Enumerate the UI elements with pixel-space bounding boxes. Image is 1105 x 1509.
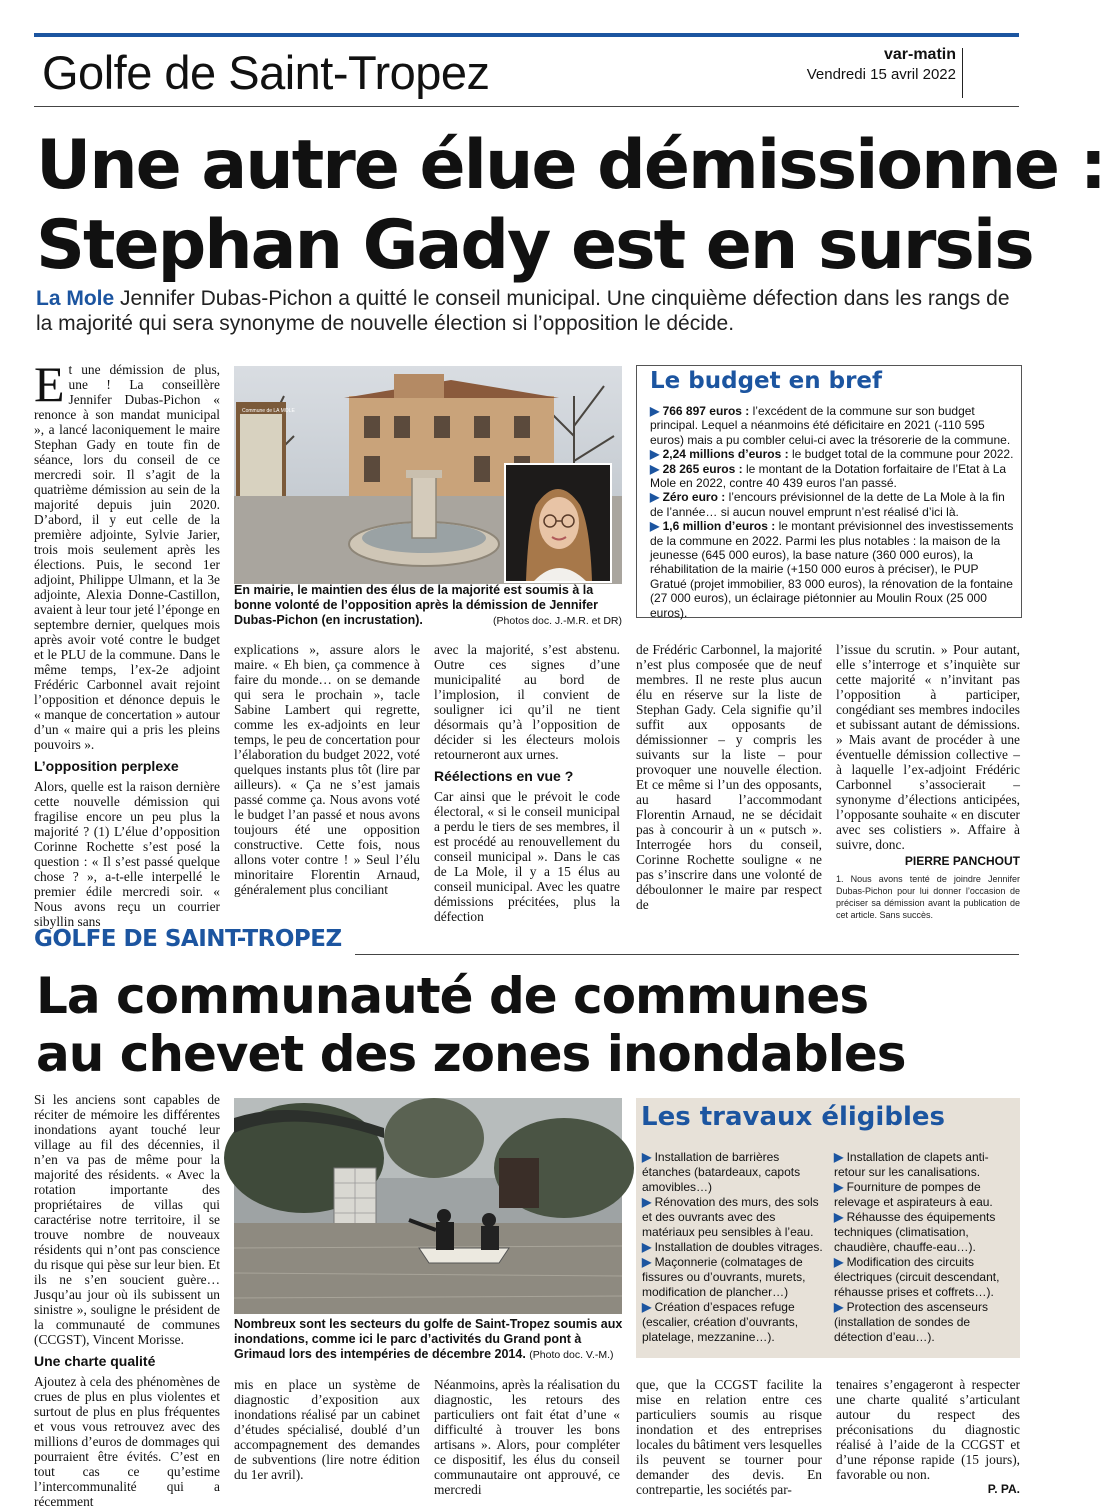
budget-item-text: le budget total de la commune pour 2022. [788,447,1014,462]
travaux-item-text: Modification des circuits électriques (circuit descendant, réhausse prises et coffrets…). [834,1255,1000,1299]
publication-date: Vendredi 15 avril 2022 [806,66,956,83]
travaux-item-text: Protection des ascenseurs (installation de sondes de détection d’eau…). [834,1300,988,1344]
top-color-bar [34,33,1019,37]
budget-item-text: le montant prévisionnel des investissements de la commune en 2022. Parmi les plus notables : la maison de la jeunesse (645 000 euros), la base nature (360 000 euros), la réhabilitation de la mairie (+150 000 euros à préciser), le PUP Gratué (projet immobilier, 83 000 euros), la rénovation de la fontaine (27 000 euros), un éclairage piétonnier au Moulin Roux (25 000 euros). [650,519,1014,620]
article2-col4-paragraph: que, que la CCGST facilite la mise en relation entre ces particuliers soumis au risque inondation et des entreprises locales du bâtiment vers lesquelles ils peuvent se tourner pour demander des devis. En contrepartie, les sociétés par- [636,1377,822,1497]
article2-column-5 [836,1377,1020,1496]
travaux-item-text: Maçonnerie (colmatages de fissures ou d’ouvrants, murets, modification de plancher…) [642,1255,806,1299]
travaux-item-text: Création d’espaces refuge (escalier, création d’ouvrants, platelage, mezzanine…). [642,1300,799,1344]
budget-item [650,404,1015,447]
bullet-icon: ▶ [834,1300,847,1314]
headline-line-2: Stephan Gady est en sursis [36,206,1033,285]
article1-column-5 [836,642,1020,920]
travaux-item [834,1210,1014,1255]
article1-column-2 [234,642,420,898]
budget-item [650,490,1015,519]
article2-col5-paragraph: tenaires s’engageront à respecter une charte qualité s’articulant autour du respect des préconisations du diagnostic réalisé à l’aide de la CCGST et d’une réponse rapide (15 jours), favorable ou non. [836,1377,1020,1482]
article1-col5-paragraph: l’issue du scrutin. » Pour autant, elle s’interroge et s’inquiète sur cette majorité « n’invitant pas l’opposition à participer, congédiant ses membres indociles et subissant autant de démissions. » Mais avant de procéder à une éventuelle démission collective – à laquelle l’ex-adjoint Frédéric Carbonnel s’associerait – synonyme d’élections anticipées, l’opposante souhaite « en discuter avec ses colistiers ». Affaire à suivre, donc. [836,642,1020,852]
article2-headline-line-1: La communauté de communes [36,967,869,1025]
article2-section-label: GOLFE DE SAINT-TROPEZ [34,926,342,952]
budget-item-value: 766 897 euros : [662,404,750,418]
standfirst [36,286,1021,336]
article1-column-1 [34,356,220,929]
article1-column-3 [434,642,620,924]
article2-section-rule [355,954,1019,955]
bullet-icon: ▶ [642,1195,655,1209]
article2-col2-paragraph: mis en place un système de diagnostic d’exposition aux inondations réalisé par un cabinet d’études spécialisé, doublé d’un accompagnement des demandes de subventions (lire notre édition du 1er avril). [234,1377,420,1482]
travaux-box-title: Les travaux éligibles [641,1102,945,1132]
article1-caption-text: En mairie, le maintien des élus de la majorité est soumis à la bonne volonté de l’opposition après la démission de Jennifer Dubas-Pichon (en incrustation). [234,583,598,627]
article2-col3-paragraph: Néanmoins, après la réalisation du diagnostic, les retours des particuliers ont fait état d’une « difficulté à trouver les bons artisans ». Alors, pour compléter ce dispositif, les élus du conseil communautaire ont approuvé, ce mercredi [434,1377,620,1497]
article2-col1-paragraph-1: Si les anciens sont capables de réciter de mémoire les différentes inondations ayant touché leur village au fil des décennies, il n’en va pas de même pour la majorité des résidents. « Avec la rotation importante des propriétaires de villas qui caractérise notre territoire, il se trouve nombre de nouveaux résidents qui n’ont pas conscience du risque qui pèse sur leur bien. Et ils ne s’en soucient guère… Jusqu’au jour où ils subissent un sinistre », souligne le président de la communauté de communes (CCGST), Vincent Morisse. [34,1092,220,1347]
article2-column-3 [434,1377,620,1497]
article1-credit-text: (Photos doc. J.-M.R. et DR) [493,615,622,627]
article2-photo-caption [234,1317,624,1363]
newspaper-name: var-matin [883,46,956,63]
travaux-list-right [834,1150,1014,1345]
article2-column-4 [636,1377,822,1497]
article2-headline-line-2: au chevet des zones inondables [36,1025,906,1083]
bullet-icon: ▶ [650,461,663,476]
article1-column-4 [636,642,822,912]
travaux-item-text: Réhausse des équipements techniques (climatisation, chaudière, chauffe-eau…). [834,1210,996,1254]
header-rule [34,106,1019,107]
travaux-item [834,1150,1014,1180]
bullet-icon: ▶ [650,447,663,462]
bullet-icon: ▶ [834,1150,847,1164]
article2-caption-text: Nombreux sont les secteurs du golfe de Saint-Tropez soumis aux inondations, comme ici le parc d’activités du Grand pont à Grimaud lors des intempéries de décembre 2014. [234,1317,623,1361]
budget-item [650,462,1015,491]
travaux-item-text: Rénovation des murs, des sols et des ouvrants avec des matériaux peu sensibles à l’eau. [642,1195,819,1239]
flood-photo [234,1098,622,1314]
budget-box-title: Le budget en bref [650,368,883,394]
budget-item [650,447,1015,461]
budget-item [650,519,1015,620]
bullet-icon: ▶ [650,404,663,418]
article1-footnote: 1. Nous avons tenté de joindre Jennifer Dubas-Pichon pour lui donner l’occasion de préciser sa démission avant la publication de cet article. Sans succès. [836,874,1020,920]
travaux-item-text: Installation de clapets anti-retour sur les canalisations. [834,1150,989,1179]
bullet-icon: ▶ [642,1240,655,1254]
article2-signature: P. PA. [987,1482,1020,1496]
budget-item-value: Zéro euro : [662,490,726,505]
bullet-icon: ▶ [642,1300,655,1314]
bullet-icon: ▶ [642,1150,655,1164]
travaux-item-text: Installation de doubles vitrages. [654,1240,823,1254]
article2-col1-paragraph-2: Ajoutez à cela des phénomènes de crues de plus en plus violentes et surtout de plus en plus fréquentes et vous vous retrouvez avec des millions d’euros de dommages qui pourraient être évités. C’est en tout cas ce qu’estime l’intercommunalité qui a récemment [34,1374,220,1509]
article1-photo-credit [488,613,622,629]
article2-column-2 [234,1377,420,1485]
headline-line-1: Une autre élue démissionne : [36,126,1105,205]
travaux-item [642,1150,824,1195]
budget-list [650,404,1015,620]
article1-col1-paragraph-2: Alors, quelle est la raison dernière cette nouvelle démission qui fragilise encore un peu plus la majorité ? (1) L’élue d’opposition Corinne Rochette s’est posé la question : « Il s’est passé quelque chose ? », a-t-elle interpellé le premier édile mercredi soir. « Nous avons reçu un courrier sibyllin sans [34,779,220,929]
standfirst-text: Jennifer Dubas-Pichon a quitté le conseil municipal. Une cinquième défection dans les rangs de la majorité qui sera synonyme de nouvelle élection si l’opposition le décide. [36,287,1010,335]
article1-col4-paragraph: de Frédéric Carbonnel, la majorité n’est plus composée que de neuf membres. Il ne reste plus aucun élu en réserve sur la liste de Stephan Gady. Cela signifie qu’il suffit aux opposants de démissionner – y compris les suivants sur la liste – pour provoquer une nouvelle élection. Et ce même si l’un des opposants, au hasard l’accommodant Florentin Arnaud, ne se décidait pas à concourir à un « putsch ». Interrogée hors du conseil, Corinne Rochette souligne « ne pas s’inscrire dans une volonté de déboulonner le maire par respect de [636,642,822,912]
article1-col2-paragraph: explications », assure alors le maire. « Eh bien, ça commence à faire du monde… on se demande qui sera le prochain », tacle Sabine Lambert qui regrette, comme les ex-adjoints en leur temps, le peu de concertation pour l’élaboration du budget 2022, voté quelques instants plus tôt (lire par ailleurs). « Ça ne s’est jamais passé comme ça. Nous avons voté le budget l’an passé et nous avons toujours été une opposition constructive. Cette fois, nous allons voter contre ! » Seul l’élu minoritaire Florentin Arnaud, généralement plus conciliant [234,642,420,897]
portrait-inset [504,463,612,583]
travaux-item-text: Fourniture de pompes de relevage et aspirateurs à eau. [834,1180,993,1209]
header-divider [962,48,963,98]
travaux-list-left [642,1150,824,1345]
budget-item-value: 2,24 millions d’euros : [662,447,789,462]
travaux-item [834,1255,1014,1300]
bullet-icon: ▶ [650,490,663,505]
budget-item-value: 1,6 million d’euros : [662,519,776,534]
budget-item-text: le montant de la Dotation forfaitaire de l’Etat à La Mole en 2022, contre 40 439 euros l’an passé. [650,461,1007,491]
bullet-icon: ▶ [650,519,663,534]
article2-column-1 [34,1092,220,1509]
article2-credit-text: (Photo doc. V.-M.) [529,1349,614,1361]
travaux-item [834,1300,1014,1345]
flood-illustration [234,1098,622,1314]
bullet-icon: ▶ [834,1255,847,1269]
bullet-icon: ▶ [834,1180,847,1194]
kicker: La Mole [36,287,115,310]
sign-text: Commune de LA MOLE [242,408,295,414]
travaux-item [642,1240,824,1255]
article2-subhead: Une charte qualité [34,1353,156,1369]
bullet-icon: ▶ [642,1255,655,1269]
travaux-item [642,1300,824,1345]
article1-col3-paragraph-1: avec la majorité, s’est abstenu. Outre ces signes d’une municipalité au bord de l’implosion, il convient de souligner ici qu’il ne tient désormais qu’à l’opposition de décider si les électeurs molois retourneront aux urnes. [434,642,620,762]
portrait-illustration [506,465,610,581]
article1-col3-paragraph-2: Car ainsi que le prévoit le code électoral, « si le conseil municipal a perdu le tiers de ses membres, il est procédé au renouvellement du conseil municipal ». Dans le cas de La Mole, il y a 15 élus au conseil municipal. Avec les quatre démissions précitées, plus la défection [434,789,620,924]
article1-signature: PIERRE PANCHOUT [904,854,1020,868]
travaux-item [642,1195,824,1240]
article1-subhead-1: L’opposition perplexe [34,758,179,774]
article1-subhead-2: Réélections en vue ? [434,768,574,784]
travaux-item [642,1255,824,1300]
section-title: Golfe de Saint-Tropez [42,46,490,99]
article1-col1-paragraph-1: t une démission de plus, une ! La conseillère Jennifer Dubas-Pichon « renonce à son mandat municipal », a lancé laconiquement le maire Stephan Gady en toute fin de séance, lors du conseil de ce mercredi soir. Il s’agit de la quatrième démission au sein de la majorité depuis juin 2020. D’abord, il y eut celle de la première adjointe, Sylvie Jarier, trois mois seulement après les élections. Puis, le second 1er adjoint, Philippe Ulmann, et la 3e adjointe, Alexia Donne-Castillon, avaient à leur tour jeté l’éponge en septembre dernier, quelques mois après avoir voté contre le budget et le PLU de la commune. Dans le même temps, l’ex-2e adjoint Frédéric Carbonnel avait rejoint l’opposition et dénonce depuis le « manque de concertation » autour d’un « maire qui a pris les pleins pouvoirs ». [34,362,220,752]
travaux-item [834,1180,1014,1210]
travaux-item-text: Installation de barrières étanches (batardeaux, capots amovibles…) [642,1150,801,1194]
budget-item-value: 28 265 euros : [662,461,743,476]
budget-item-text: l’excédent de la commune sur son budget principal. Lequel a néanmoins été déficitaire en 2021 (-110 595 euros) mais a pu combler celui-ci avec la trésorerie de la commune. [650,404,1011,447]
budget-item-text: l’encours prévisionnel de la dette de La Mole à la fin de l’année… si aucun nouvel emprunt n’est réalisé d’ici là. [650,490,1005,519]
bullet-icon: ▶ [834,1210,847,1224]
budget-box [636,365,1022,618]
travaux-box [636,1098,1020,1358]
drop-cap: E [34,356,65,412]
